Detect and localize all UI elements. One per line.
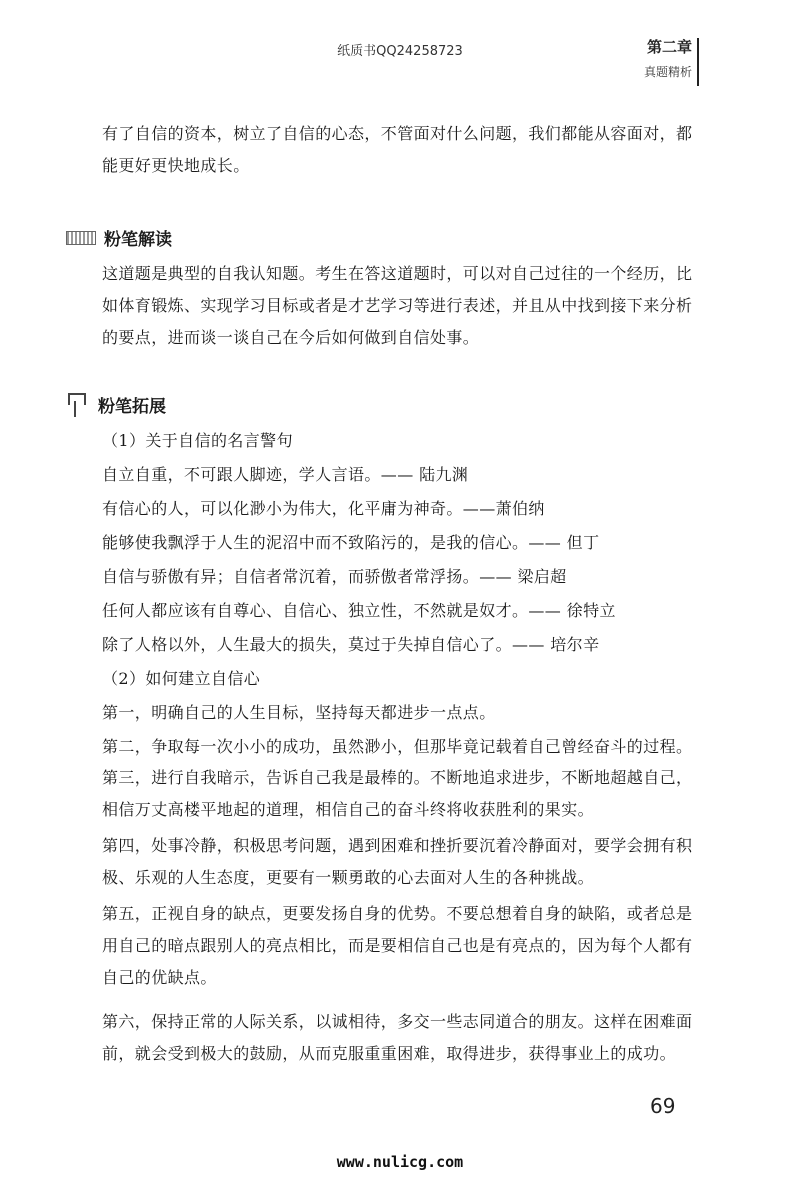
chapter-label (644, 36, 692, 80)
chapter-title: 第二章 (646, 38, 692, 56)
step-item: 第三，进行自我暗示，告诉自己我是最棒的。不断地追求进步，不断地超越自己，相信万丈高楼平地起的道理，相信自己的奋斗终将收获胜利的果实。 (102, 768, 693, 819)
footer-url: www.nulicg.com (336, 1153, 464, 1171)
reading-icon (66, 231, 96, 245)
intro-paragraph: 有了自信的资本，树立了自信的心态，不管面对什么问题，我们都能从容面对，都能更好更快地成长。 (102, 124, 693, 175)
quote-item: 除了人格以外，人生最大的损失，莫过于失掉自信心了。—— 培尔辛 (102, 635, 600, 654)
quote-item: 自立自重，不可跟人脚迹，学人言语。—— 陆九渊 (102, 465, 469, 484)
step-item: 第六，保持正常的人际关系，以诚相待，多交一些志同道合的朋友。这样在困难面前，就会受到极大的鼓励，从而克服重重困难，取得进步，获得事业上的成功。 (102, 1012, 693, 1063)
quote-item: 有信心的人，可以化渺小为伟大，化平庸为神奇。——萧伯纳 (102, 499, 545, 518)
step-item: 第一，明确自己的人生目标，坚持每天都进步一点点。 (102, 703, 496, 722)
quotes-subheading: （1）关于自信的名言警句 (102, 431, 293, 450)
quote-item: 自信与骄傲有异；自信者常沉着，而骄傲者常浮扬。—— 梁启超 (102, 567, 567, 586)
reading-paragraph: 这道题是典型的自我认知题。考生在答这道题时，可以对自己过往的一个经历，比如体育锻炼、实现学习目标或者是才艺学习等进行表述，并且从中找到接下来分析的要点，进而谈一谈自己在今后如何做到自信处事。 (102, 264, 693, 347)
quote-item: 能够使我飘浮于人生的泥沼中而不致陷污的，是我的信心。—— 但丁 (102, 533, 600, 552)
step-item: 第五，正视自身的缺点，更要发扬自身的优势。不要总想着自身的缺陷，或者总是用自己的暗点跟别人的亮点相比，而是要相信自己也是有亮点的，因为每个人都有自己的优缺点。 (102, 904, 693, 987)
extension-heading (66, 392, 166, 417)
quote-item: 任何人都应该有自尊心、自信心、独立性，不然就是奴才。—— 徐特立 (102, 601, 616, 620)
confidence-subheading: （2）如何建立自信心 (102, 669, 261, 688)
chapter-subtitle: 真题精析 (643, 65, 692, 79)
extension-heading-text: 粉笔拓展 (98, 397, 166, 417)
step-item: 第二，争取每一次小小的成功，虽然渺小，但那毕竟记载着自己曾经奋斗的过程。 (102, 737, 693, 756)
reading-heading-text: 粉笔解读 (104, 230, 172, 250)
reading-heading (66, 225, 172, 250)
page-number: 69 (650, 1094, 676, 1118)
source-watermark: 纸质书QQ24258723 (337, 44, 463, 59)
step-item: 第四，处事冷静，积极思考问题，遇到困难和挫折要沉着冷静面对，要学会拥有积极、乐观的人生态度，更要有一颗勇敢的心去面对人生的各种挑战。 (102, 836, 693, 887)
chapter-divider (697, 38, 699, 86)
extension-icon (66, 393, 86, 417)
